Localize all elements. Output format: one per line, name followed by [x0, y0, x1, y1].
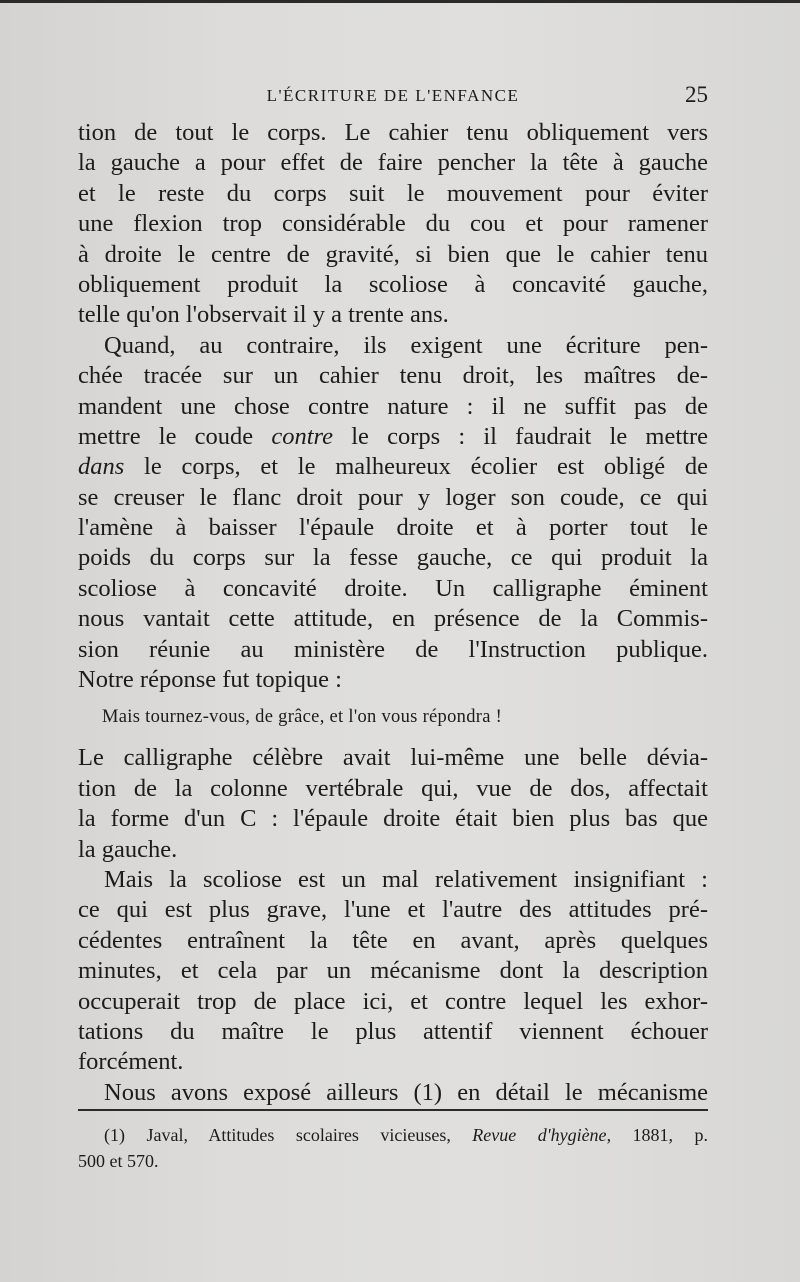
- text-line: [78, 422, 708, 452]
- text-line: forcément.: [78, 1048, 184, 1076]
- quotation: Mais tournez-vous, de grâce, et l'on vous répondra !: [102, 707, 503, 728]
- text-line: la forme d'un C : l'épaule droite était bien plus bas que: [78, 805, 708, 833]
- text-line: [78, 452, 708, 482]
- italic-word: dans: [78, 453, 125, 481]
- text-line: minutes, et cela par un mécanisme dont la description: [78, 957, 708, 985]
- text-segment: le corps : il faudrait le mettre: [333, 422, 708, 450]
- running-head: [78, 82, 708, 112]
- main-text: [78, 118, 708, 1108]
- text-line: scoliose à concavité droite. Un calligraphe éminent: [78, 574, 708, 602]
- text-line: telle qu'on l'observait il y a trente ans.: [78, 301, 449, 329]
- footnotes: [78, 1122, 708, 1174]
- text-line: tion de tout le corps. Le cahier tenu obliquement vers: [78, 119, 708, 146]
- text-line: cédentes entraînent la tête en avant, après quelques: [78, 926, 708, 954]
- text-line: et le reste du corps suit le mouvement pour éviter: [78, 179, 708, 207]
- text-line: nous vantait cette attitude, en présence de la Commis-: [78, 605, 708, 633]
- italic-word: contre: [271, 422, 334, 450]
- text-line: tations du maître le plus attentif viennent échouer: [78, 1017, 708, 1045]
- footnote-rule: [78, 1109, 708, 1111]
- text-line: se creuser le flanc droit pour y loger son coude, ce qui: [78, 483, 708, 511]
- text-line: Le calligraphe célèbre avait lui-même une belle dévia-: [78, 744, 708, 772]
- page-number: 25: [685, 82, 708, 107]
- text-line: occuperait trop de place ici, et contre lequel les exhor-: [78, 987, 708, 1015]
- text-line: obliquement produit la scoliose à concavité gauche,: [78, 270, 708, 298]
- footnote-segment: (1) Javal, Attitudes scolaires vicieuses,: [104, 1125, 473, 1145]
- text-line: Mais la scoliose est un mal relativement insignifiant :: [104, 865, 708, 893]
- text-line: mandent une chose contre nature : il ne suffit pas de: [78, 392, 708, 420]
- text-line: poids du corps sur la fesse gauche, ce qui produit la: [78, 544, 708, 572]
- text-line: sion réunie au ministère de l'Instruction publique.: [78, 635, 708, 663]
- text-line: une flexion trop considérable du cou et pour ramener: [78, 210, 708, 238]
- text-line: tion de la colonne vertébrale qui, vue de dos, affectait: [78, 774, 708, 802]
- running-title: L'ÉCRITURE DE L'ENFANCE: [266, 86, 520, 105]
- text-segment: le corps, et le malheureux écolier est obligé de: [124, 453, 708, 481]
- text-segment: mettre le coude: [78, 422, 272, 450]
- footnote-segment: , 1881, p.: [606, 1125, 709, 1145]
- text-line: Notre réponse fut topique :: [78, 666, 342, 694]
- text-line: la gauche a pour effet de faire pencher la tête à gauche: [78, 149, 708, 177]
- footnote-italic: Revue d'hygiène: [472, 1125, 607, 1145]
- footnote-line: 500 et 570.: [78, 1151, 159, 1171]
- text-line: l'amène à baisser l'épaule droite et à porter tout le: [78, 514, 708, 542]
- text-line: la gauche.: [78, 835, 178, 863]
- text-line: à droite le centre de gravité, si bien que le cahier tenu: [78, 240, 708, 268]
- footnote-line: [78, 1122, 708, 1148]
- text-line: Nous avons exposé ailleurs (1) en détail le mécanisme: [104, 1078, 708, 1106]
- text-line: chée tracée sur un cahier tenu droit, les maîtres de-: [78, 362, 708, 390]
- top-edge-rule: [0, 0, 800, 3]
- text-line: ce qui est plus grave, l'une et l'autre des attitudes pré-: [78, 896, 708, 924]
- text-line: Quand, au contraire, ils exigent une écriture pen-: [104, 331, 708, 359]
